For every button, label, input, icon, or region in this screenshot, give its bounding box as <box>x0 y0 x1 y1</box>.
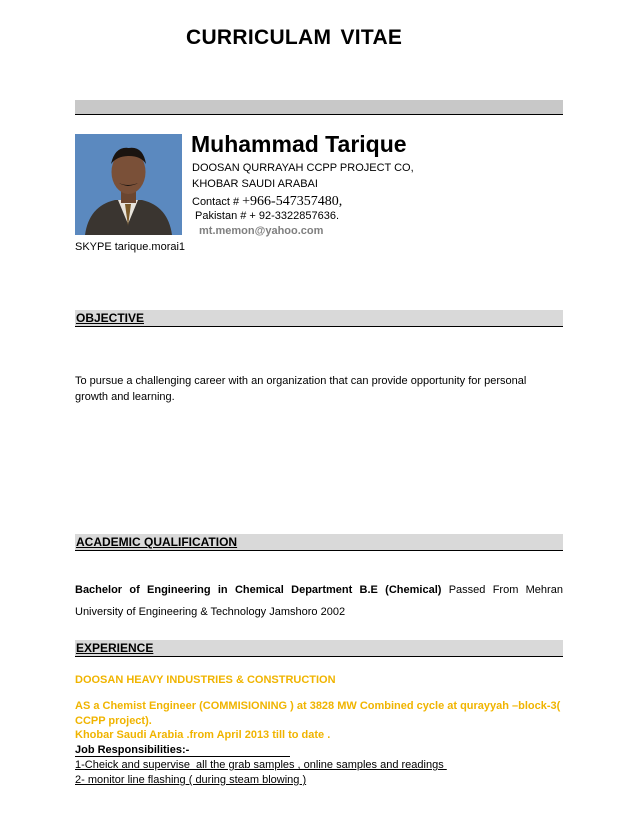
academic-heading: ACADEMIC QUALIFICATION <box>76 535 238 549</box>
degree-word: Chemical <box>234 584 284 596</box>
degree-word: From <box>492 584 519 596</box>
degree-word: Bachelor <box>75 584 123 596</box>
job-role: AS a Chemist Engineer (COMMISIONING ) at 3828 MW Combined cycle at qurayyah –block-3( CCPP project). <box>75 700 561 727</box>
email-link[interactable]: mt.memon@yahoo.com <box>199 225 324 237</box>
experience-section-header <box>75 640 563 657</box>
degree-word: Engineering <box>147 584 211 596</box>
experience-heading: EXPERIENCE <box>76 641 154 655</box>
contact-line <box>192 194 342 210</box>
job-location: Khobar Saudi Arabia .from April 2013 till to date . <box>75 729 331 741</box>
address-line-1: DOOSAN QURRAYAH CCPP PROJECT CO, <box>192 162 414 174</box>
header-divider-bar <box>75 100 563 115</box>
degree-word: (Chemical) <box>385 584 442 596</box>
academic-section-header <box>75 534 563 551</box>
degree-word: Mehran <box>525 584 563 596</box>
objective-heading: OBJECTIVE <box>76 311 145 325</box>
document-title: CURRICULAM VITAE <box>186 26 403 49</box>
profile-photo <box>75 134 182 235</box>
objective-text-line-2: growth and learning. <box>75 391 175 403</box>
responsibility-item: 1-Cheick and supervise all the grab samples , online samples and readings <box>75 759 447 771</box>
university-line: University of Engineering & Technology Jamshoro 2002 <box>75 606 346 618</box>
contact-number: +966-547357480, <box>242 194 343 209</box>
employer-name: DOOSAN HEAVY INDUSTRIES & CONSTRUCTION <box>75 674 336 686</box>
responsibility-item: 2- monitor line flashing ( during steam blowing ) <box>75 774 307 786</box>
degree-word: of <box>129 584 140 596</box>
objective-text-line-1: To pursue a challenging career with an organization that can provide opportunity for personal <box>75 375 527 387</box>
address-line-2: KHOBAR SAUDI ARABAI <box>192 178 318 190</box>
degree-line <box>75 584 563 596</box>
degree-word: B.E <box>359 584 378 596</box>
candidate-name: Muhammad Tarique <box>191 131 407 157</box>
skype-id: SKYPE tarique.morai1 <box>75 241 186 253</box>
degree-word: Passed <box>448 584 486 596</box>
person-portrait-icon <box>75 134 182 235</box>
contact-label: Contact # <box>192 196 243 208</box>
pakistan-contact: Pakistan # + 92-3322857636. <box>195 210 340 222</box>
degree-word: Department <box>291 584 353 596</box>
degree-word: in <box>217 584 228 596</box>
responsibilities-heading: Job Responsibilities:- <box>75 744 290 757</box>
objective-section-header <box>75 310 563 327</box>
